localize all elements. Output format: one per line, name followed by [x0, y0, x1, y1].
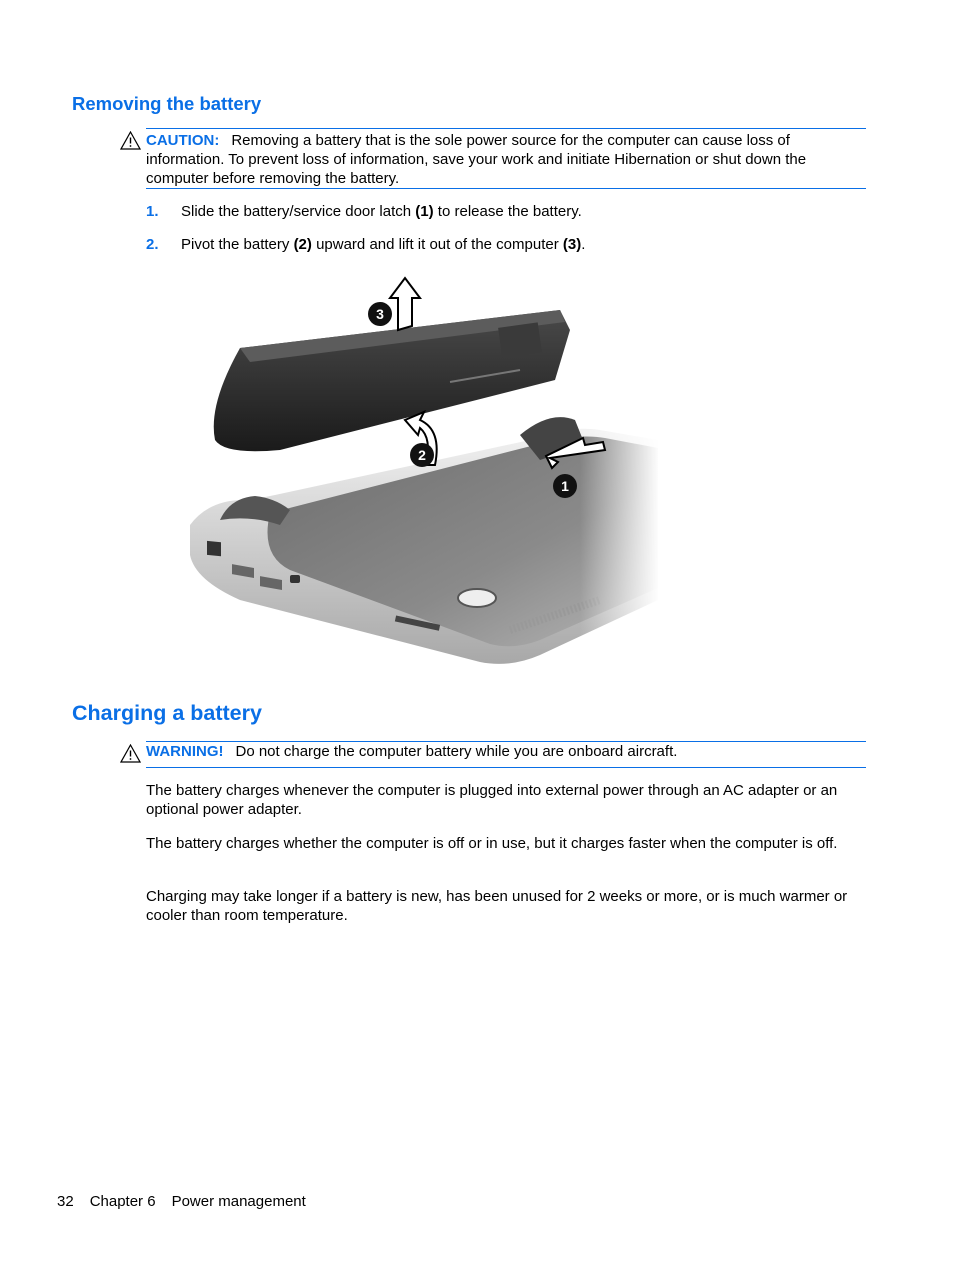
caution-text: Removing a battery that is the sole power source for the computer can cause loss of information. To prevent loss of information, save your work and initiate Hibernation or shut down the computer before removing the battery.	[146, 132, 807, 187]
lift-arrow	[390, 278, 420, 330]
footer-chapter-title: Power management	[171, 1193, 306, 1210]
step-text: Pivot the battery	[181, 236, 294, 253]
step-number: 2.	[146, 236, 159, 253]
warning-label: WARNING!	[146, 743, 224, 760]
page-number: 32	[57, 1193, 74, 1210]
step-text: .	[581, 236, 586, 253]
step-callout-ref: (1)	[415, 203, 434, 220]
caution-notice	[146, 128, 866, 189]
callout-1-number: 1	[561, 478, 569, 494]
callout-2-number: 2	[418, 447, 426, 463]
battery-removal-illustration	[180, 270, 660, 675]
step-2	[146, 235, 866, 254]
step-text: to release the battery.	[433, 203, 582, 220]
charging-paragraph-2: The battery charges whether the computer is off or in use, but it charges faster when the computer is off.	[146, 835, 838, 852]
warning-triangle-icon	[120, 744, 141, 763]
warning-notice	[146, 741, 866, 768]
callout-1	[553, 474, 577, 498]
callout-3	[368, 302, 392, 326]
footer-chapter: Chapter 6	[89, 1193, 156, 1210]
step-callout-ref: (2)	[293, 236, 312, 253]
step-text: Slide the battery/service door latch	[181, 203, 416, 220]
caution-label: CAUTION:	[146, 132, 220, 149]
callout-3-number: 3	[376, 306, 384, 322]
warning-triangle-icon	[120, 131, 141, 150]
step-number: 1.	[146, 203, 159, 220]
step-callout-ref: (3)	[562, 236, 582, 253]
page-footer	[57, 1192, 322, 1211]
section-heading-charging-battery: Charging a battery	[72, 701, 262, 725]
charging-paragraph-3: Charging may take longer if a battery is new, has been unused for 2 weeks or more, or is much warmer or cooler than room temperature.	[146, 888, 848, 924]
section-heading-removing-battery: Removing the battery	[72, 93, 262, 114]
battery-pack	[214, 310, 570, 451]
callout-2	[410, 443, 434, 467]
step-1	[146, 202, 866, 221]
charging-paragraph-1: The battery charges whenever the computer is plugged into external power through an AC adapter or an optional power adapter.	[146, 782, 838, 818]
step-text: upward and lift it out of the computer	[311, 236, 563, 253]
warning-text: Do not charge the computer battery while you are onboard aircraft.	[235, 743, 678, 760]
